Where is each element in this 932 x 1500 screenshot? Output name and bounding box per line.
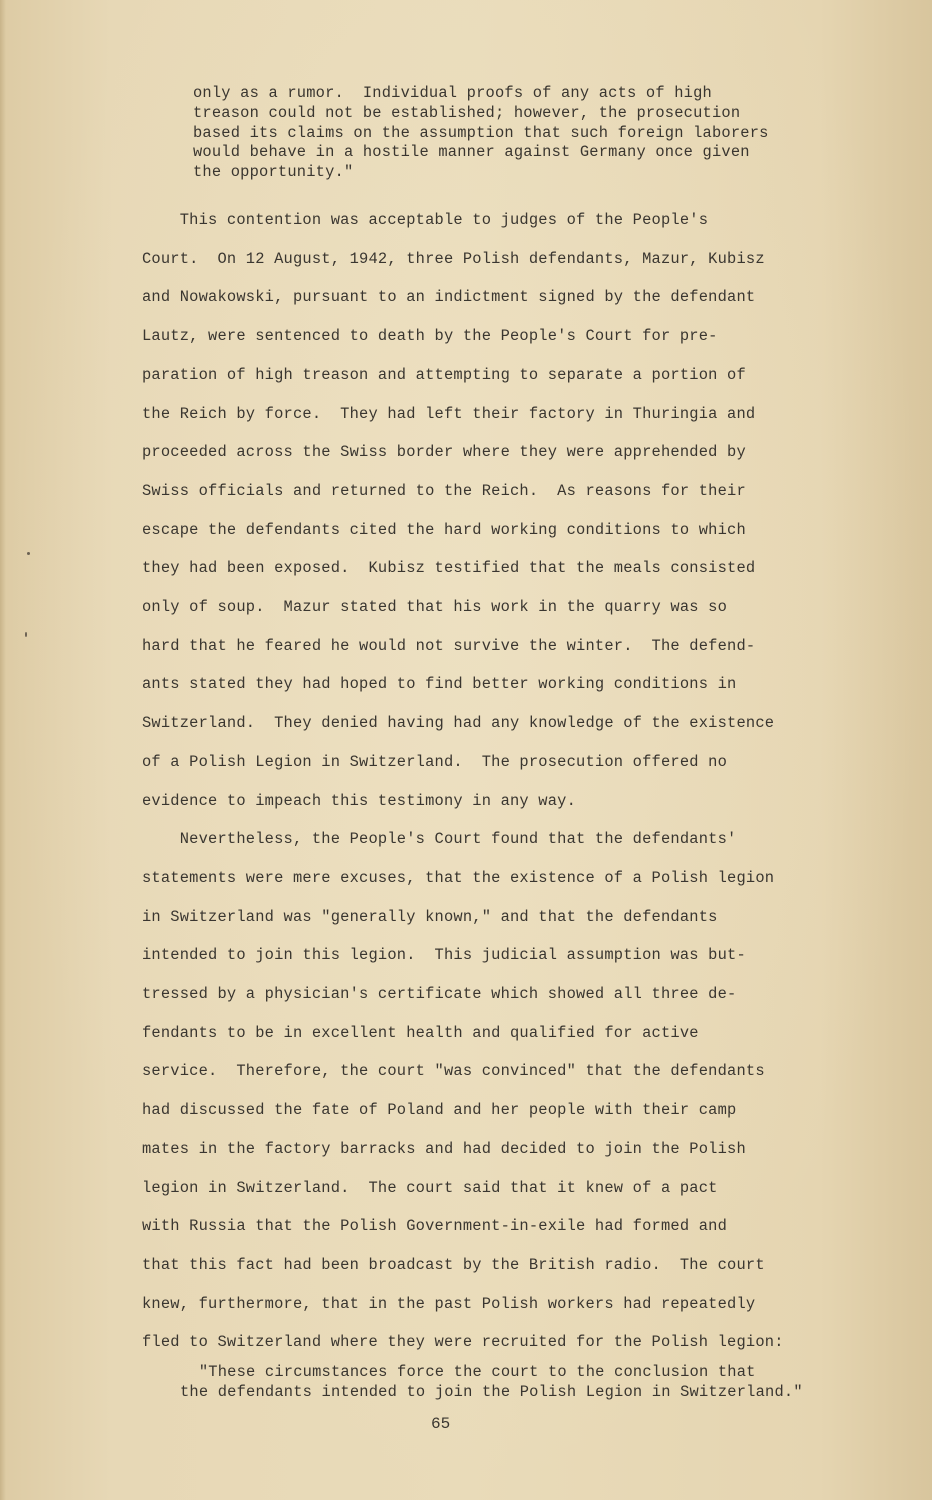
body-line: that this fact had been broadcast by the British radio. The court <box>142 1255 765 1274</box>
body-line: Court. On 12 August, 1942, three Polish defendants, Mazur, Kubisz <box>142 249 765 268</box>
quote-line: based its claims on the assumption that such foreign laborers <box>193 123 769 142</box>
body-line: paration of high treason and attempting to separate a portion of <box>142 365 746 384</box>
quote-line: the opportunity." <box>193 163 354 182</box>
body-text <box>142 201 802 1362</box>
body-line: proceeded across the Swiss border where they were apprehended by <box>142 443 746 462</box>
body-line: legion in Switzerland. The court said that it knew of a pact <box>142 1178 718 1197</box>
body-line: they had been exposed. Kubisz testified that the meals consisted <box>142 559 756 578</box>
body-line: mates in the factory barracks and had decided to join the Polish <box>142 1139 746 1158</box>
body-line: ants stated they had hoped to find better working conditions in <box>142 675 737 694</box>
body-line: This contention was acceptable to judges of the People's <box>142 211 709 229</box>
body-line: in Switzerland was "generally known," and that the defendants <box>142 907 718 926</box>
page-number: 65 <box>431 1415 451 1433</box>
body-line: the Reich by force. They had left their factory in Thuringia and <box>142 404 756 423</box>
body-line: fled to Switzerland where they were recruited for the Polish legion: <box>142 1333 784 1352</box>
body-line: tressed by a physician's certificate which showed all three de- <box>142 985 737 1004</box>
paper-speck <box>27 552 30 555</box>
page-edge-shadow <box>0 0 6 1500</box>
continued-quotation <box>193 84 793 183</box>
body-line: Lautz, were sentenced to death by the People's Court for pre- <box>142 327 718 346</box>
closing-quotation <box>180 1362 820 1402</box>
body-line: knew, furthermore, that in the past Polish workers had repeatedly <box>142 1294 756 1313</box>
body-line: Nevertheless, the People's Court found that the defendants' <box>142 830 737 849</box>
body-line: only of soup. Mazur stated that his work in the quarry was so <box>142 598 728 617</box>
end-quote-line: "These circumstances force the court to the conclusion that <box>180 1363 756 1381</box>
body-line: statements were mere excuses, that the existence of a Polish legion <box>142 868 775 887</box>
body-line: evidence to impeach this testimony in any way. <box>142 791 577 810</box>
quote-line: treason could not be established; however, the prosecution <box>193 103 741 122</box>
body-line: intended to join this legion. This judicial assumption was but- <box>142 946 746 965</box>
body-line: and Nowakowski, pursuant to an indictment signed by the defendant <box>142 288 756 307</box>
body-line: hard that he feared he would not survive the winter. The defend- <box>142 636 756 655</box>
quote-line: would behave in a hostile manner against Germany once given <box>193 143 750 162</box>
body-line: escape the defendants cited the hard working conditions to which <box>142 520 746 539</box>
body-line: fendants to be in excellent health and qualified for active <box>142 1023 699 1042</box>
paper-speck <box>25 632 27 637</box>
body-line: service. Therefore, the court "was convinced" that the defendants <box>142 1062 765 1081</box>
end-quote-line: the defendants intended to join the Polish Legion in Switzerland." <box>180 1383 803 1401</box>
body-line: Switzerland. They denied having had any knowledge of the existence <box>142 714 775 733</box>
body-line: Swiss officials and returned to the Reich. As reasons for their <box>142 481 746 500</box>
body-line: had discussed the fate of Poland and her people with their camp <box>142 1101 737 1120</box>
quote-line: only as a rumor. Individual proofs of any acts of high <box>193 84 712 102</box>
body-line: with Russia that the Polish Government-in-exile had formed and <box>142 1217 728 1236</box>
body-line: of a Polish Legion in Switzerland. The prosecution offered no <box>142 752 728 771</box>
